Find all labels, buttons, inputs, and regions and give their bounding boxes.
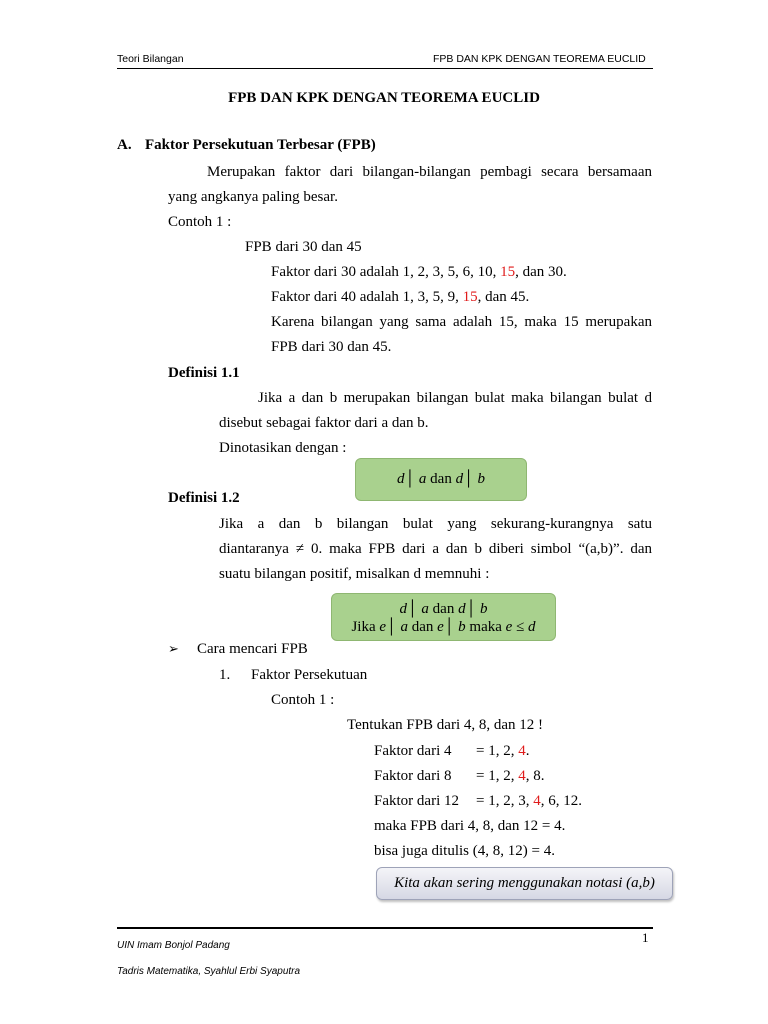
factors-40: Faktor dari 40 adalah 1, 3, 5, 9, 15, dan 45. xyxy=(271,289,530,305)
def12-condition-line2: Jika e│ a dan e│ b maka e ≤ d xyxy=(351,619,536,635)
result-line1: maka FPB dari 4, 8, dan 12 = 4. xyxy=(374,818,566,834)
common-factor-highlight: 15 xyxy=(500,264,516,280)
header-right: FPB DAN KPK DENGAN TEOREMA EUCLID xyxy=(433,53,646,65)
cara-heading: Cara mencari FPB xyxy=(197,641,308,657)
cara-contoh: Contoh 1 : xyxy=(271,692,335,708)
factors-30: Faktor dari 30 adalah 1, 2, 3, 5, 6, 10, 15, dan 30. xyxy=(271,264,567,280)
footer-author: Tadris Matematika, Syahlul Erbi Syaputra xyxy=(117,966,301,977)
section-a-label: A. xyxy=(117,137,132,153)
method-name: Faktor Persekutuan xyxy=(251,667,368,683)
bullet-arrow-icon: ➢ xyxy=(168,642,179,657)
common-factor-highlight: 15 xyxy=(462,289,478,305)
common-factor-highlight: 4 xyxy=(518,743,526,759)
task-text: Tentukan FPB dari 4, 8, dan 12 ! xyxy=(347,717,544,733)
def12-line2: diantaranya ≠ 0. maka FPB dari a dan b diberi simbol “(a,b)”. dan xyxy=(219,541,652,557)
def12-heading: Definisi 1.2 xyxy=(168,490,240,506)
factor-row-label: Faktor dari 8 xyxy=(374,768,452,784)
example-title: FPB dari 30 dan 45 xyxy=(245,239,362,255)
def11-line3: Dinotasikan dengan : xyxy=(219,440,347,456)
factor-row-values: = 1, 2, 4, 8. xyxy=(476,768,545,784)
page-title: FPB DAN KPK DENGAN TEOREMA EUCLID xyxy=(228,90,540,106)
factor-row-label: Faktor dari 12 xyxy=(374,793,459,809)
common-factor-highlight: 4 xyxy=(533,793,541,809)
def12-condition-box xyxy=(331,593,556,641)
result-line2: bisa juga ditulis (4, 8, 12) = 4. xyxy=(374,843,555,859)
def11-line2: disebut sebagai faktor dari a dan b. xyxy=(219,415,429,431)
footer-rule xyxy=(117,927,653,929)
page-number: 1 xyxy=(642,930,649,945)
section-a-heading: Faktor Persekutuan Terbesar (FPB) xyxy=(145,137,376,153)
conclusion-line2: FPB dari 30 dan 45. xyxy=(271,339,392,355)
section-a-para-line1: Merupakan faktor dari bilangan-bilangan pembagi secara bersamaan xyxy=(207,164,652,180)
section-a-para-line2: yang angkanya paling besar. xyxy=(168,189,338,205)
def11-notation-box: d│ a dan d│ b xyxy=(355,458,527,501)
common-factor-highlight: 4 xyxy=(518,768,526,784)
header-left: Teori Bilangan xyxy=(117,53,184,65)
section-a-contoh: Contoh 1 : xyxy=(168,214,232,230)
factor-row-label: Faktor dari 4 xyxy=(374,743,452,759)
notation-note-box: Kita akan sering menggunakan notasi (a,b) xyxy=(376,867,673,900)
def11-heading: Definisi 1.1 xyxy=(168,365,240,381)
footer-institution: UIN Imam Bonjol Padang xyxy=(117,940,230,951)
header-rule xyxy=(117,68,653,69)
factor-row-values: = 1, 2, 3, 4, 6, 12. xyxy=(476,793,582,809)
def12-line3: suatu bilangan positif, misalkan d memnuhi : xyxy=(219,566,490,582)
def12-line1: Jika a dan b bilangan bulat yang sekurang-kurangnya satu xyxy=(219,516,652,532)
factor-row-values: = 1, 2, 4. xyxy=(476,743,530,759)
def12-condition-line1: d│ a dan d│ b xyxy=(399,601,488,617)
method-number: 1. xyxy=(219,667,231,683)
conclusion-line1: Karena bilangan yang sama adalah 15, maka 15 merupakan xyxy=(271,314,652,330)
def11-line1: Jika a dan b merupakan bilangan bulat maka bilangan bulat d xyxy=(258,390,652,406)
